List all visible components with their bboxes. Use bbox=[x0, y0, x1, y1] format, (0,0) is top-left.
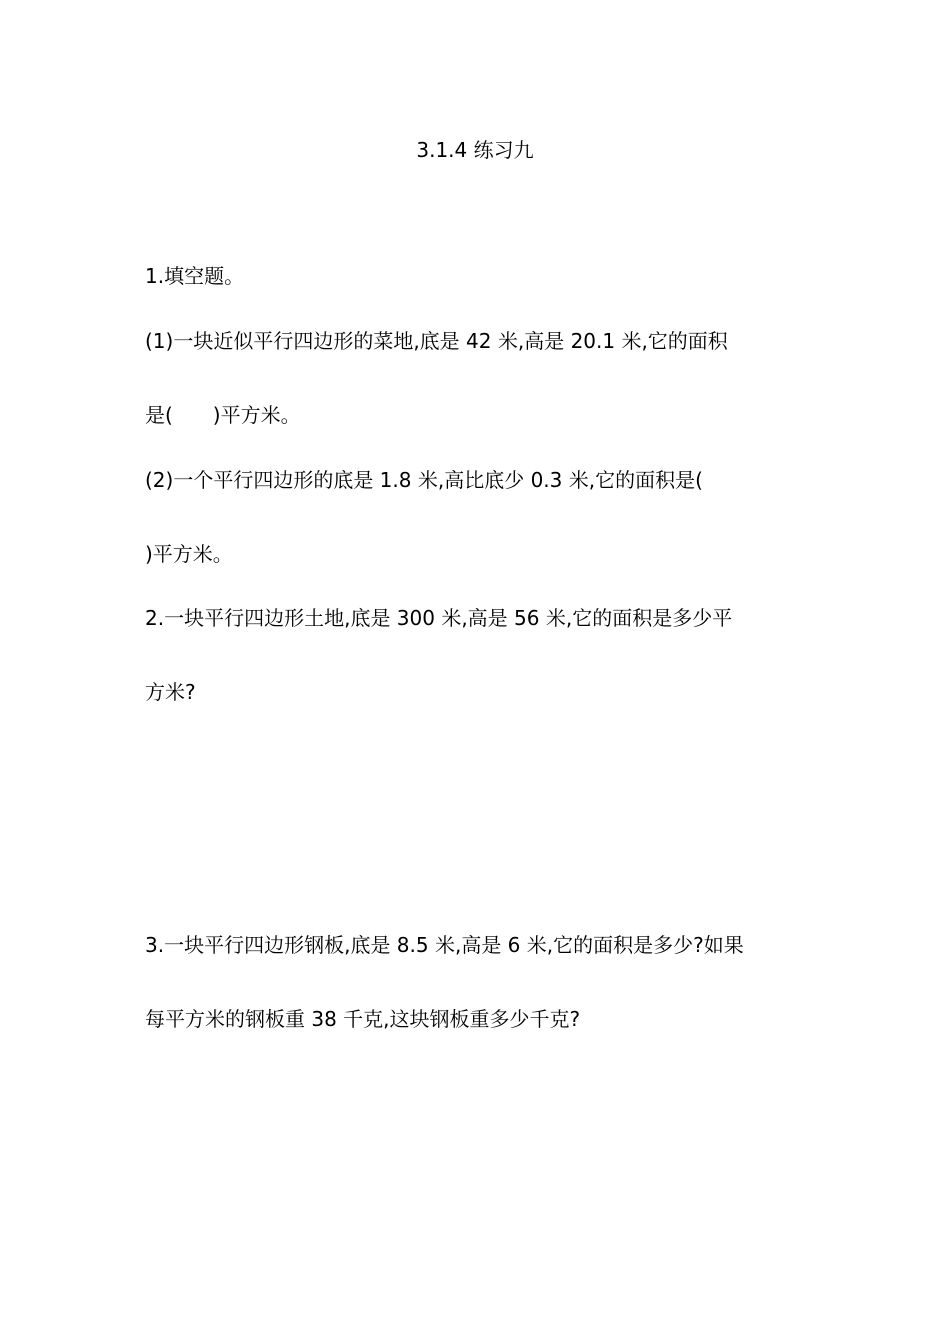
question-1-part-2-line-2: )平方米。 bbox=[145, 542, 233, 566]
page-title: 3.1.4 练习九 bbox=[416, 138, 534, 162]
question-2-line-1: 2.一块平行四边形土地,底是 300 米,高是 56 米,它的面积是多少平 bbox=[145, 606, 733, 630]
question-2-line-2: 方米? bbox=[145, 680, 196, 704]
question-1-part-1-line-1: (1)一块近似平行四边形的菜地,底是 42 米,高是 20.1 米,它的面积 bbox=[145, 329, 728, 353]
question-1-part-2-line-1: (2)一个平行四边形的底是 1.8 米,高比底少 0.3 米,它的面积是( bbox=[145, 468, 703, 492]
question-3-line-2: 每平方米的钢板重 38 千克,这块钢板重多少千克? bbox=[145, 1007, 581, 1031]
question-3-line-1: 3.一块平行四边形钢板,底是 8.5 米,高是 6 米,它的面积是多少?如果 bbox=[145, 933, 744, 957]
question-1-part-1-line-2: 是( )平方米。 bbox=[145, 403, 301, 427]
question-1-heading: 1.填空题。 bbox=[145, 264, 245, 288]
